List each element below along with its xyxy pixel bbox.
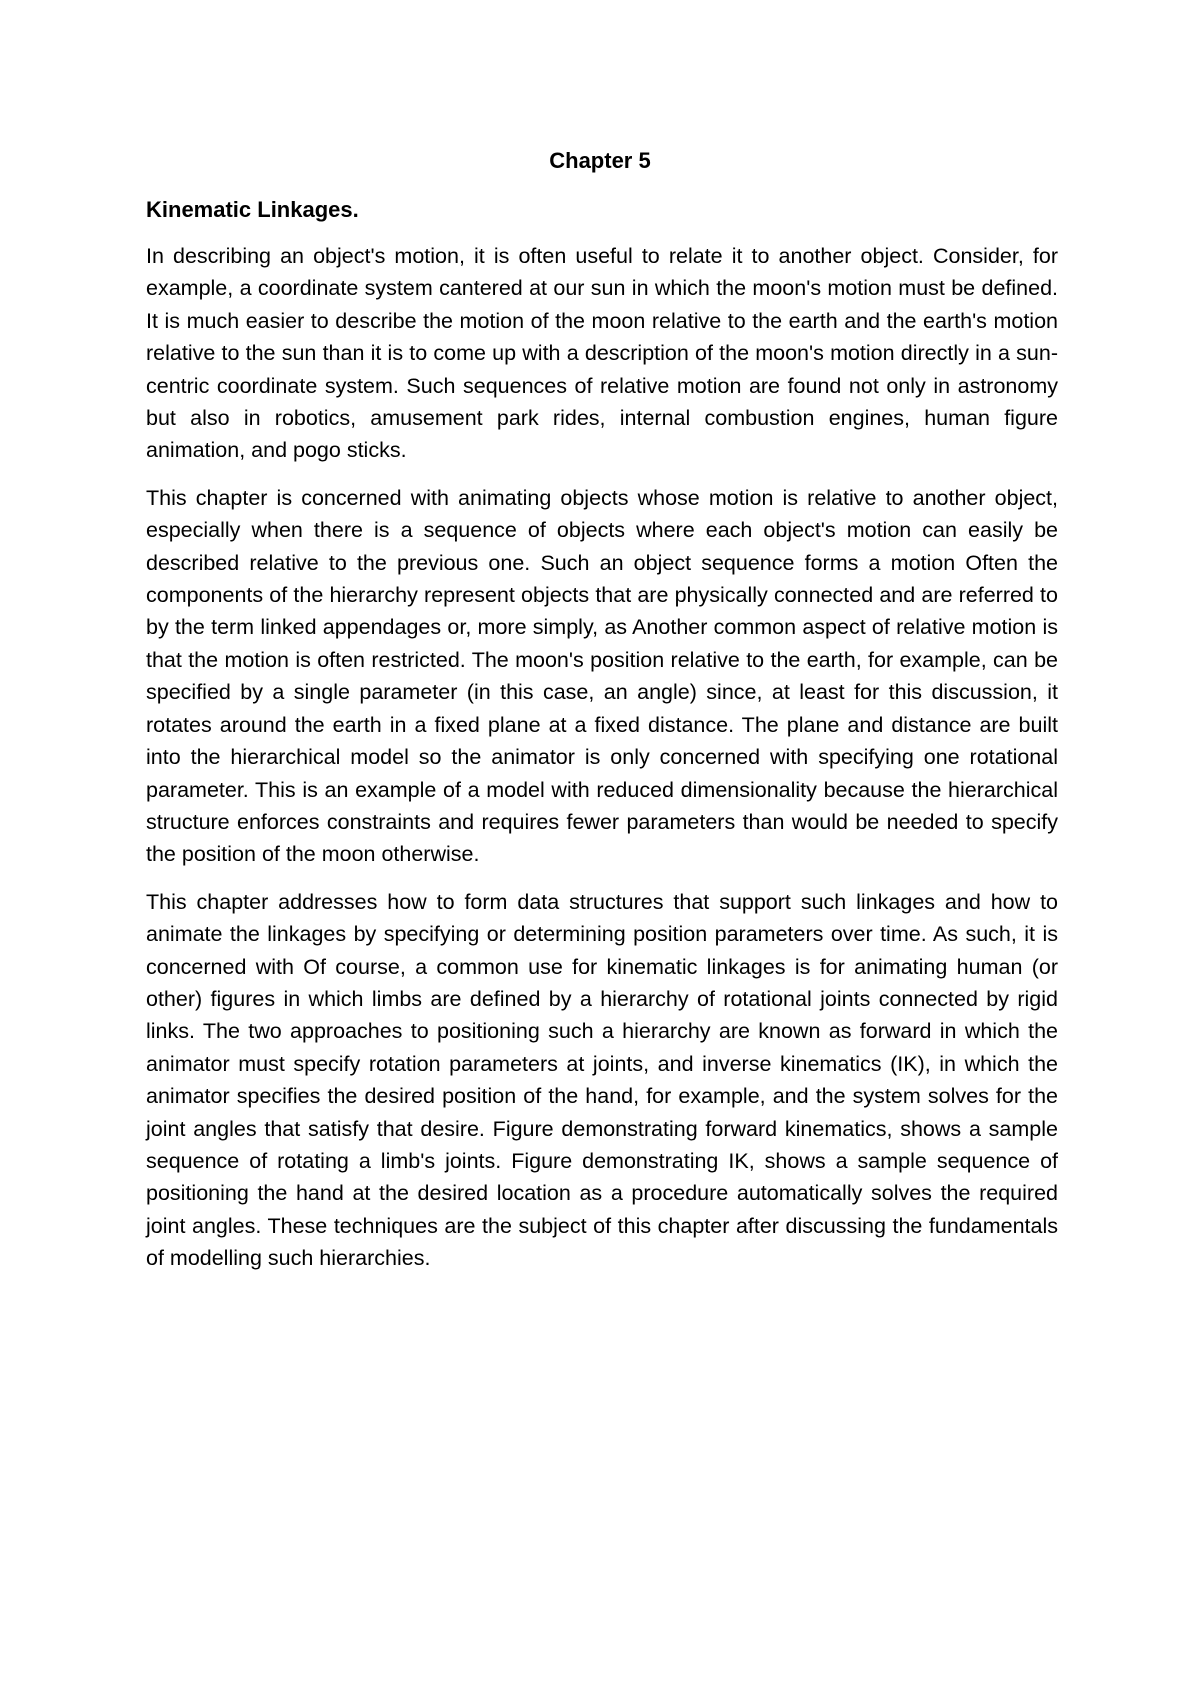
- chapter-title: Chapter 5: [549, 148, 651, 173]
- body-text: [146, 240, 1058, 1290]
- paragraph-2: This chapter is concerned with animating objects whose motion is relative to another object, especially when there is a sequence of objects where each object's motion can easily be described relative to the previous one. Such an object sequence forms a motion Often the components of the hierarchy represent objects that are physically connected and are referred to by the term linked appendages or, more simply, as Another common aspect of relative motion is that the motion is often restricted. The moon's position relative to the earth, for example, can be specified by a single parameter (in this case, an angle) since, at least for this discussion, it rotates around the earth in a fixed plane at a fixed distance. The plane and distance are built into the hierarchical model so the animator is only concerned with specifying one rotational parameter. This is an example of a model with reduced dimensionality because the hierarchical structure enforces constraints and requires fewer parameters than would be needed to specify the position of the moon otherwise.: [146, 485, 1058, 867]
- section-heading: Kinematic Linkages.: [146, 197, 359, 222]
- paragraph-3: This chapter addresses how to form data structures that support such linkages and how to animate the linkages by specifying or determining position parameters over time. As such, it is concerned with Of course, a common use for kinematic linkages is for animating human (or other) figures in which limbs are defined by a hierarchy of rotational joints connected by rigid links. The two approaches to positioning such a hierarchy are known as forward in which the animator must specify rotation parameters at joints, and inverse kinematics (IK), in which the animator specifies the desired position of the hand, for example, and the system solves for the joint angles that satisfy that desire. Figure demonstrating forward kinematics, shows a sample sequence of rotating a limb's joints. Figure demonstrating IK, shows a sample sequence of positioning the hand at the desired location as a procedure automatically solves the required joint angles. These techniques are the subject of this chapter after discussing the fundamentals of modelling such hierarchies.: [146, 889, 1058, 1271]
- paragraph-1: In describing an object's motion, it is often useful to relate it to another object. Consider, for example, a coordinate system cantered at our sun in which the moon's motion must be defined. It is much easier to describe the motion of the moon relative to the earth and the earth's motion relative to the sun than it is to come up with a description of the moon's motion directly in a sun-centric coordinate system. Such sequences of relative motion are found not only in astronomy but also in robotics, amusement park rides, internal combustion engines, human figure animation, and pogo sticks.: [146, 244, 1058, 463]
